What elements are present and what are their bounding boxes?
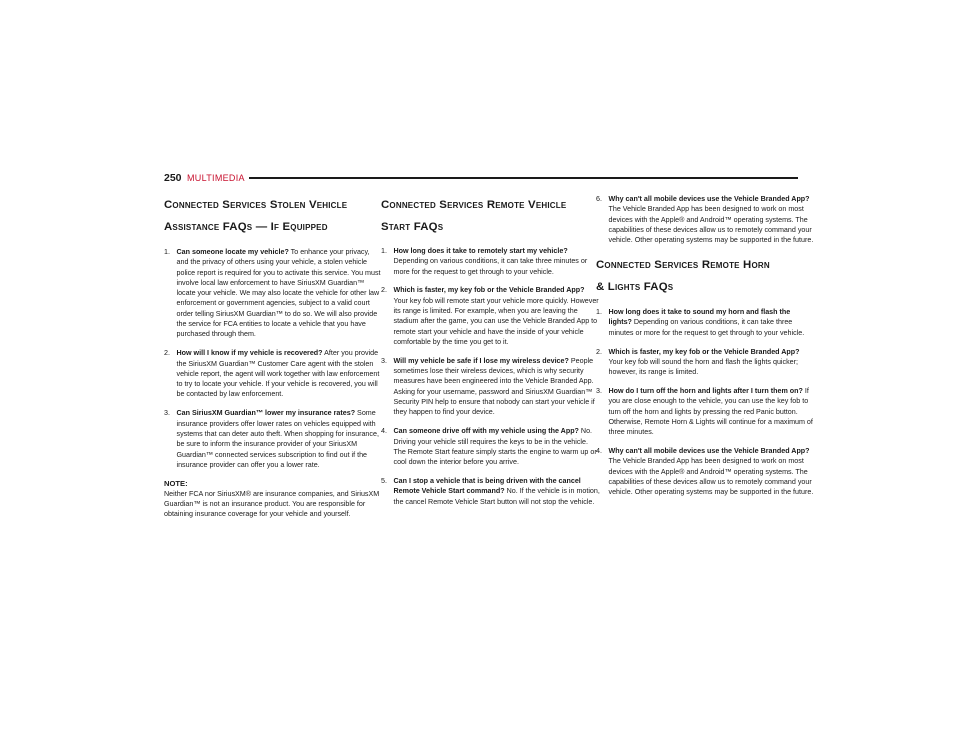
faq-question: Can I stop a vehicle that is being driven with the cancel Remote Vehicle Start command? (393, 477, 581, 496)
heading-line: Connected Services Stolen Vehicle (164, 199, 348, 211)
faq-item (596, 386, 815, 437)
faq-answer: Some insurance providers offer lower rates on vehicles equipped with systems that can deter auto theft. When shopping for insurance, be sure to inform the insurance provider of your SiriusXM Guardian™ connected services subscription to find out if the insurance provider can offer you a lower rate. (176, 409, 379, 469)
heading-line: & Lights FAQs (596, 281, 674, 294)
heading-line: Assistance FAQs — If Equipped (164, 221, 328, 233)
faq-item (164, 408, 383, 470)
note-label: NOTE: (164, 478, 188, 488)
item-number: 3. (596, 387, 602, 396)
faq-answer: The Vehicle Branded App has been designed to work on most devices with the Apple® and Android™ operating systems. The capabilities of these devices allow us to remotely command your vehicle. Other operating systems may be supported in the future. (608, 205, 814, 245)
faq-question: Will my vehicle be safe if I lose my wireless device? (393, 356, 569, 365)
faq-item (596, 446, 815, 497)
faq-item (596, 307, 815, 338)
faq-list (381, 246, 600, 507)
column-remote-horn (596, 194, 815, 506)
faq-item (381, 285, 600, 347)
item-number: 2. (381, 286, 387, 295)
faq-question: Can SiriusXM Guardian™ lower my insurance rates? (176, 409, 356, 418)
faq-question: Which is faster, my key fob or the Vehicle Branded App? (393, 286, 585, 295)
faq-question: Can someone drive off with my vehicle using the App? (393, 427, 579, 436)
faq-answer: Your key fob will sound the horn and flash the lights quicker; however, its range is limited. (608, 357, 798, 377)
faq-answer: Depending on various conditions, it can take three minutes or more for the request to get through to your vehicle. (608, 318, 805, 337)
item-number: 2. (596, 347, 602, 356)
faq-list-continued (596, 194, 815, 245)
heading-line: Connected Services Remote Vehicle (381, 199, 567, 211)
faq-item (381, 356, 600, 418)
item-number: 4. (381, 427, 387, 436)
faq-answer: The Vehicle Branded App has been designed to work on most devices with the Apple® and Android™ operating systems. The capabilities of these devices allow us to remotely command your vehicle. Other operating systems may be supported in the future. (608, 457, 814, 497)
faq-item (164, 247, 383, 340)
faq-question: How do I turn off the horn and lights after I turn them on? (608, 387, 803, 396)
faq-list (596, 307, 815, 498)
faq-answer: After you provide the SiriusXM Guardian™ Customer Care agent with the stolen vehicle report, the agent will work together with law enforcement to try to locate your vehicle. If your vehicle is recovered, you will be contacted by law enforcement. (176, 349, 380, 399)
item-number: 1. (164, 248, 170, 256)
item-number: 6. (596, 195, 602, 203)
item-number: 4. (596, 447, 602, 456)
heading-line: Start FAQs (381, 221, 444, 233)
faq-answer: No. If the vehicle is in motion, the cancel Remote Vehicle Start button will not stop the vehicle. (393, 487, 600, 506)
faq-answer: People sometimes lose their wireless devices, which is why security measures have been engineered into the Vehicle Branded App. Asking for your username, password and SiriusXM Guardian™ Security PIN help to ensure that nobody can start your vehicle if they happen to find your device. (393, 356, 595, 417)
faq-question: Why can't all mobile devices use the Vehicle Branded App? (608, 447, 810, 456)
item-number: 3. (164, 409, 170, 418)
item-number: 1. (381, 247, 387, 255)
faq-question: Can someone locate my vehicle? (176, 248, 289, 256)
section-title: MULTIMEDIA (187, 172, 245, 183)
heading-line: Connected Services Remote Horn (596, 259, 770, 272)
faq-question: How long does it take to remotely start my vehicle? (393, 247, 568, 255)
faq-item (596, 347, 815, 378)
faq-answer: No. Driving your vehicle still requires the keys to be in the vehicle. The Remote Start feature simply starts the engine to warm up or cool down the interior before you arrive. (393, 427, 597, 467)
faq-answer: To enhance your privacy, and the privacy of others using your vehicle, a stolen vehicle police report is required for you to activate this service. You must involve local law enforcement to have SiriusXM Guardian™ locate your vehicle. We may also locate the vehicle for other law enforcement or government agencies, subject to a valid court order telling SiriusXM Guardian™ to do so. We will also provide the service for FCA entities to locate a vehicle that you have purchased through them. (176, 248, 381, 339)
faq-answer: If you are close enough to the vehicle, you can use the key fob to turn off the horn and lights by pressing the red Panic button. Otherwise, Remote Horn & Lights will continue for a maximum of three minutes. (608, 387, 813, 437)
faq-question: Which is faster, my key fob or the Vehicle Branded App? (608, 347, 800, 356)
faq-item (381, 476, 600, 507)
item-number: 2. (164, 349, 170, 358)
page-header (164, 172, 798, 186)
column-stolen-vehicle (164, 194, 383, 520)
faq-question: Why can't all mobile devices use the Vehicle Branded App? (608, 195, 810, 203)
faq-item (381, 426, 600, 467)
faq-answer: Depending on various conditions, it can take three minutes or more for the request to get through to your vehicle. (393, 257, 588, 276)
item-number: 5. (381, 477, 387, 486)
section-heading-remote-start (381, 194, 600, 238)
faq-question: How will I know if my vehicle is recovered? (176, 349, 323, 358)
column-remote-start (381, 194, 600, 516)
section-heading-remote-horn (596, 254, 815, 298)
faq-item (164, 348, 383, 399)
faq-question: How long does it take to sound my horn and flash the lights? (608, 308, 791, 327)
page-number: 250 (164, 172, 182, 184)
faq-list (164, 247, 383, 470)
note-text: Neither FCA nor SiriusXM® are insurance companies, and SiriusXM Guardian™ is not an insurance product. You are responsible for obtaining insurance coverage for your vehicle and yourself. (164, 489, 380, 519)
item-number: 1. (596, 308, 602, 317)
section-heading-stolen-vehicle (164, 194, 383, 238)
faq-item (381, 246, 600, 277)
faq-answer: Your key fob will remote start your vehicle more quickly. However its range is limited. For example, when you are leaving the stadium after the game, you can use the Vehicle Branded App to remote start your vehicle and have the inside of your vehicle comfortable by the time you get to it. (393, 296, 599, 346)
header-rule (249, 177, 798, 179)
item-number: 3. (381, 356, 387, 365)
faq-item (596, 194, 815, 245)
